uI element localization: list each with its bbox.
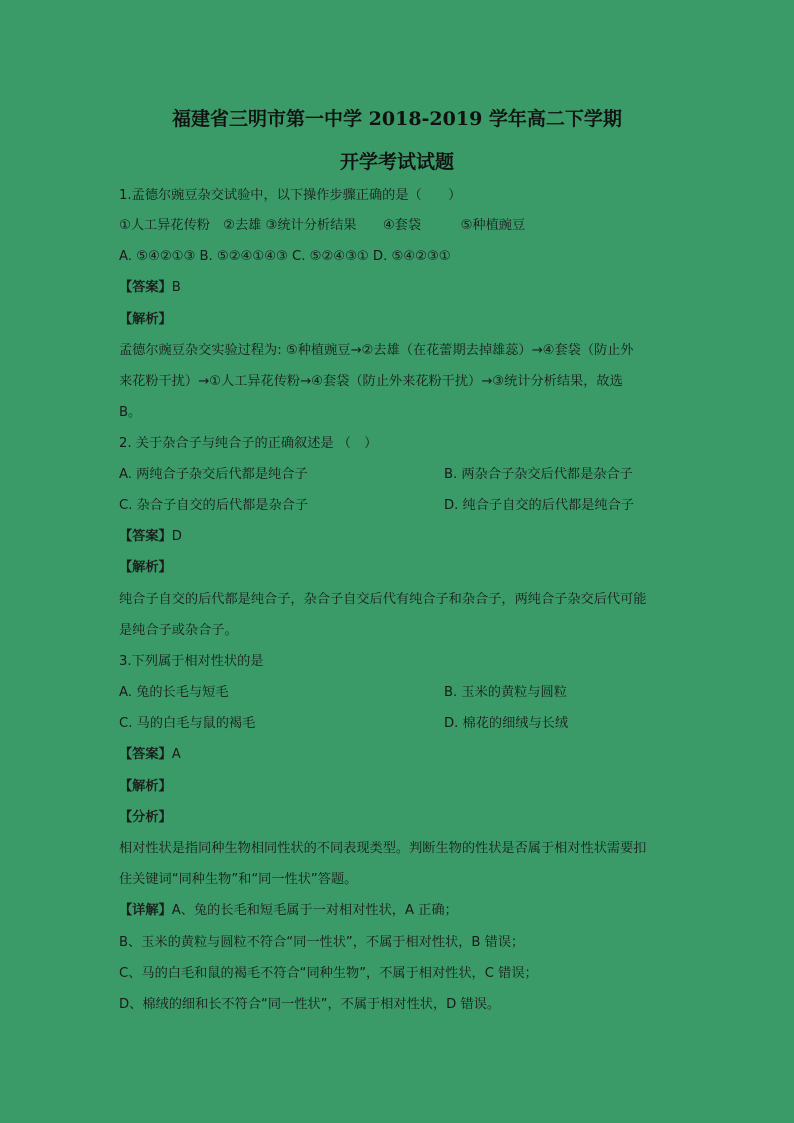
q1-analysis-label: 【解析】 xyxy=(119,312,172,327)
q2-option-d: D. 纯合子自交的后代都是纯合子 xyxy=(444,498,634,513)
q3-fenxi-label: 【分析】 xyxy=(119,810,172,825)
detail-label: 【详解】 xyxy=(119,903,172,918)
q1-steps: ①人工异花传粉 ②去雄 ③统计分析结果 ④套袋 ⑤种植豌豆 xyxy=(119,218,526,233)
q3-option-a: A. 兔的长毛与短毛 xyxy=(119,685,229,700)
q3-option-d: D. 棉花的细绒与长绒 xyxy=(444,716,569,731)
q1-answer xyxy=(119,279,181,297)
q2-stem: 2. 关于杂合子与纯合子的正确叙述是 （ ） xyxy=(119,436,378,451)
q2-answer xyxy=(119,528,182,546)
q1-analysis-line2: 来花粉干扰）→①人工异花传粉→④套袋（防止外来花粉干扰）→③统计分析结果，故选 xyxy=(119,374,623,389)
q2-option-a: A. 两纯合子杂交后代都是纯合子 xyxy=(119,467,308,482)
q3-stem: 3.下列属于相对性状的是 xyxy=(119,654,264,669)
q3-answer xyxy=(119,746,181,764)
q3-option-c: C. 马的白毛与鼠的褐毛 xyxy=(119,716,256,731)
document-subtitle: 开学考试试题 xyxy=(339,151,454,173)
q1-options: A. ⑤④②①③ B. ⑤②④①④③ C. ⑤②④③① D. ⑤④②③① xyxy=(119,249,451,264)
q3-detail-a xyxy=(119,902,458,920)
q3-option-b: B. 玉米的黄粒与圆粒 xyxy=(444,685,567,700)
q2-analysis-label: 【解析】 xyxy=(119,560,172,575)
q1-stem: 1.孟德尔豌豆杂交试验中，以下操作步骤正确的是（ ） xyxy=(119,188,462,203)
q1-analysis-line1: 孟德尔豌豆杂交实验过程为: ⑤种植豌豆→②去雄（在花蕾期去掉雄蕊）→④套袋（防止外 xyxy=(119,343,634,358)
answer-label: 【答案】 xyxy=(119,747,172,762)
answer-value: A xyxy=(171,747,181,762)
q3-detail-b: B、玉米的黄粒与圆粒不符合“同一性状”，不属于相对性状，B 错误； xyxy=(119,935,525,950)
q2-analysis-line1: 纯合子自交的后代都是纯合子，杂合子自交后代有纯合子和杂合子，两纯合子杂交后代可能 xyxy=(119,592,647,607)
answer-value: B xyxy=(171,280,181,295)
answer-label: 【答案】 xyxy=(119,529,172,544)
q3-detail-c: C、马的白毛和鼠的褐毛不符合“同种生物”，不属于相对性状，C 错误； xyxy=(119,966,538,981)
answer-label: 【答案】 xyxy=(119,280,172,295)
q2-analysis-line2: 是纯合子或杂合子。 xyxy=(119,623,238,638)
detail-text: A、兔的长毛和短毛属于一对相对性状，A 正确； xyxy=(171,903,458,918)
q3-detail-d: D、棉绒的细和长不符合“同一性状”，不属于相对性状，D 错误。 xyxy=(119,997,501,1012)
q1-analysis-line3: B。 xyxy=(119,405,142,420)
answer-value: D xyxy=(171,529,182,544)
q3-analysis-label: 【解析】 xyxy=(119,779,172,794)
q3-fenxi-line2: 住关键词“同种生物”和“同一性状”答题。 xyxy=(119,872,358,887)
document-title: 福建省三明市第一中学 2018-2019 学年高二下学期 xyxy=(172,108,622,130)
q2-option-c: C. 杂合子自交的后代都是杂合子 xyxy=(119,498,309,513)
q3-fenxi-line1: 相对性状是指同种生物相同性状的不同表现类型。判断生物的性状是否属于相对性状需要扣 xyxy=(119,841,647,856)
q2-option-b: B. 两杂合子杂交后代都是杂合子 xyxy=(444,467,633,482)
